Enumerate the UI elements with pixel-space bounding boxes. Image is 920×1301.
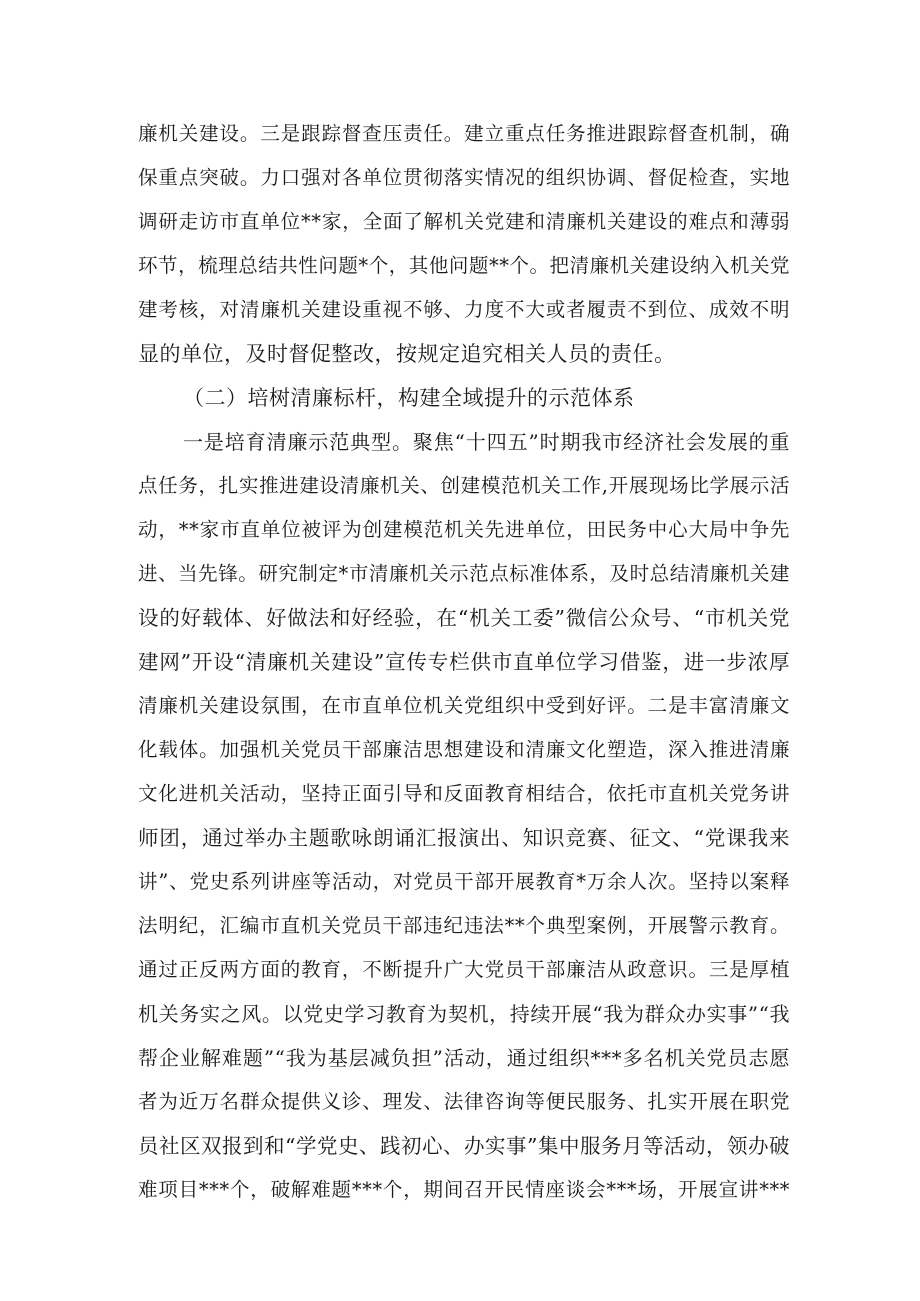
paragraph-line: 显的单位，及时督促整改，按规定追究相关人员的责任。 [138, 342, 676, 366]
section-heading: （二）培树清廉标杆，构建全域提升的示范体系 [183, 386, 635, 410]
paragraph-line: 进、当先锋。研究制定*市清廉机关示范点标准体系，及时总结清廉机关建 [138, 562, 790, 585]
paragraph-line: 者为近万名群众提供义诊、理发、法律咨询等便民服务、扎实开展在职党 [138, 1090, 790, 1113]
paragraph-line: 化载体。加强机关党员干部廉洁思想建设和清廉文化塑造，深入推进清廉 [138, 738, 790, 761]
paragraph-line: 设的好载体、好做法和好经验，在“机关工委”微信公众号、“市机关党 [138, 606, 790, 630]
paragraph-line: 通过正反两方面的教育，不断提升广大党员干部廉洁从政意识。三是厚植 [138, 958, 790, 981]
paragraph-line: 法明纪，汇编市直机关党员干部违纪违法**个典型案例，开展警示教育。 [138, 914, 790, 937]
paragraph-line: 师团，通过举办主题歌咏朗诵汇报演出、知识竞赛、征文、“党课我来 [138, 826, 790, 850]
paragraph-line: 一是培育清廉示范典型。聚焦“十四五”时期我市经济社会发展的重 [183, 430, 790, 454]
paragraph-line: 员社区双报到和“学党史、践初心、办实事”集中服务月等活动，领办破 [138, 1134, 790, 1158]
paragraph-line: 建网”开设“清廉机关建设”宣传专栏供市直单位学习借鉴，进一步浓厚 [138, 650, 790, 674]
paragraph-line: 廉机关建设。三是跟踪督查压责任。建立重点任务推进跟踪督查机制，确 [138, 122, 790, 145]
paragraph-line: 动，**家市直单位被评为创建模范机关先进单位，田民务中心大局中争先 [138, 518, 790, 541]
paragraph-line: 点任务，扎实推进建设清廉机关、创建模范机关工作,开展现场比学展示活 [138, 474, 790, 497]
paragraph-line: 帮企业解难题”“我为基层减负担”活动，通过组织***多名机关党员志愿 [138, 1046, 790, 1070]
paragraph-line: 建考核，对清廉机关建设重视不够、力度不大或者履责不到位、成效不明 [138, 298, 790, 321]
paragraph-line: 难项目***个，破解难题***个，期间召开民情座谈会***场，开展宣讲*** [138, 1178, 790, 1201]
paragraph-line: 文化进机关活动，坚持正面引导和反面教育相结合，依托市直机关党务讲 [138, 782, 790, 805]
paragraph-line: 清廉机关建设氛围，在市直单位机关党组织中受到好评。二是丰富清廉文 [138, 694, 790, 717]
paragraph-line: 调研走访市直单位**家，全面了解机关党建和清廉机关建设的难点和薄弱 [138, 210, 790, 233]
paragraph-line: 环节，梳理总结共性问题*个，其他问题**个。把清廉机关建设纳入机关党 [138, 254, 790, 277]
paragraph-line: 保重点突破。力口强对各单位贯彻落实情况的组织协调、督促检查，实地 [138, 166, 790, 189]
paragraph-line: 机关务实之风。以党史学习教育为契机，持续开展“我为群众办实事”“我 [138, 1002, 790, 1026]
paragraph-line: 讲”、党史系列讲座等活动，对党员干部开展教育*万余人次。坚持以案释 [138, 870, 790, 893]
